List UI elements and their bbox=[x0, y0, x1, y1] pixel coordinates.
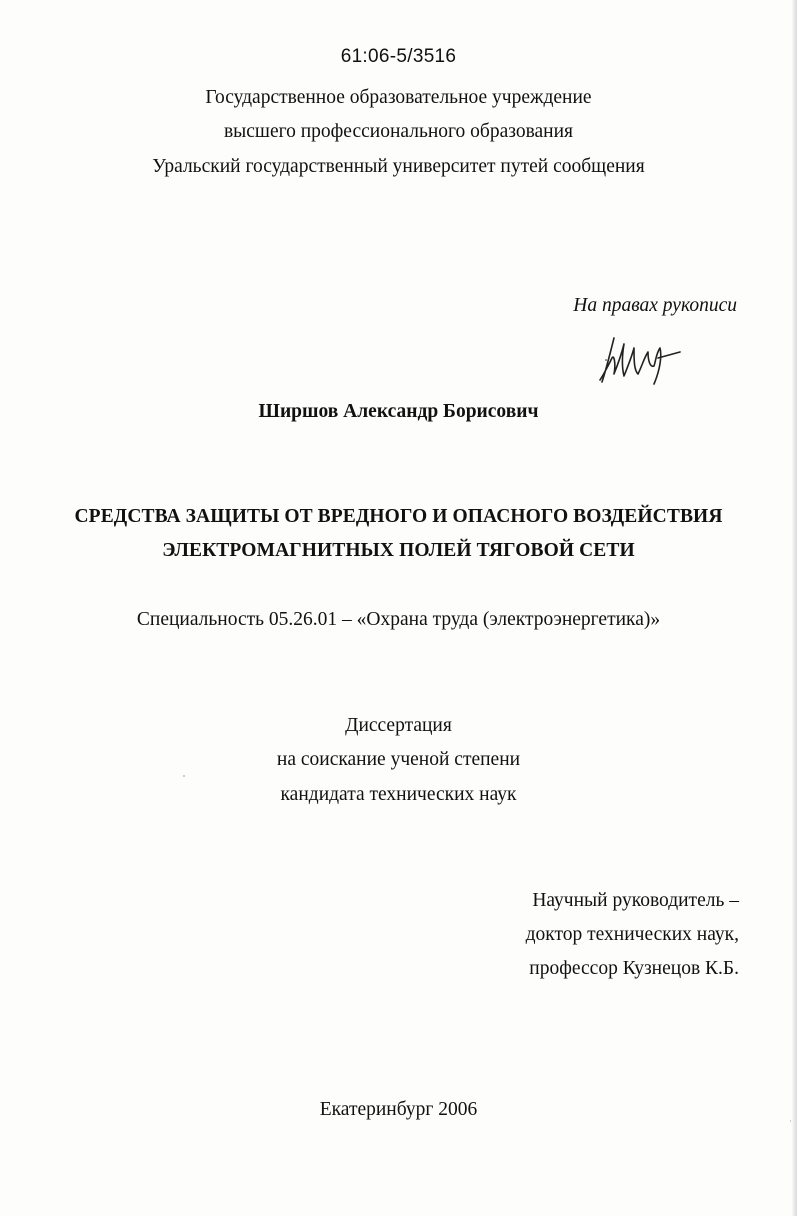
author-name: Ширшов Александр Борисович bbox=[258, 401, 539, 422]
title-line-2: ЭЛЕКТРОМАГНИТНЫХ ПОЛЕЙ ТЯГОВОЙ СЕТИ bbox=[162, 540, 635, 561]
advisor-line-2: доктор технических наук, bbox=[525, 924, 739, 945]
signature-icon bbox=[592, 330, 688, 388]
advisor-line-3: профессор Кузнецов К.Б. bbox=[529, 958, 739, 979]
advisor-block bbox=[526, 884, 739, 986]
archive-code: 61:06-5/3516 bbox=[340, 46, 457, 67]
title-line-1: СРЕДСТВА ЗАЩИТЫ ОТ ВРЕДНОГО И ОПАСНОГО ВОЗДЕЙСТВИЯ bbox=[74, 506, 723, 527]
scan-edge-shadow bbox=[791, 0, 797, 1216]
institution-line-1: Государственное образовательное учреждение bbox=[205, 87, 592, 108]
advisor-line-1: Научный руководитель – bbox=[532, 890, 739, 911]
degree-line-3: кандидата технических наук bbox=[280, 784, 517, 805]
degree-line-2: на соискание ученой степени bbox=[276, 749, 521, 770]
manuscript-note: На правах рукописи bbox=[573, 295, 737, 316]
degree-line-1: Диссертация bbox=[345, 715, 452, 736]
scan-speck bbox=[183, 775, 185, 777]
institution-line-2: высшего профессионального образования bbox=[223, 121, 574, 142]
place-year: Екатеринбург 2006 bbox=[319, 1099, 478, 1120]
institution-line-3: Уральский государственный университет путей сообщения bbox=[152, 156, 645, 177]
specialty-line: Специальность 05.26.01 – «Охрана труда (электроэнергетика)» bbox=[136, 609, 661, 630]
